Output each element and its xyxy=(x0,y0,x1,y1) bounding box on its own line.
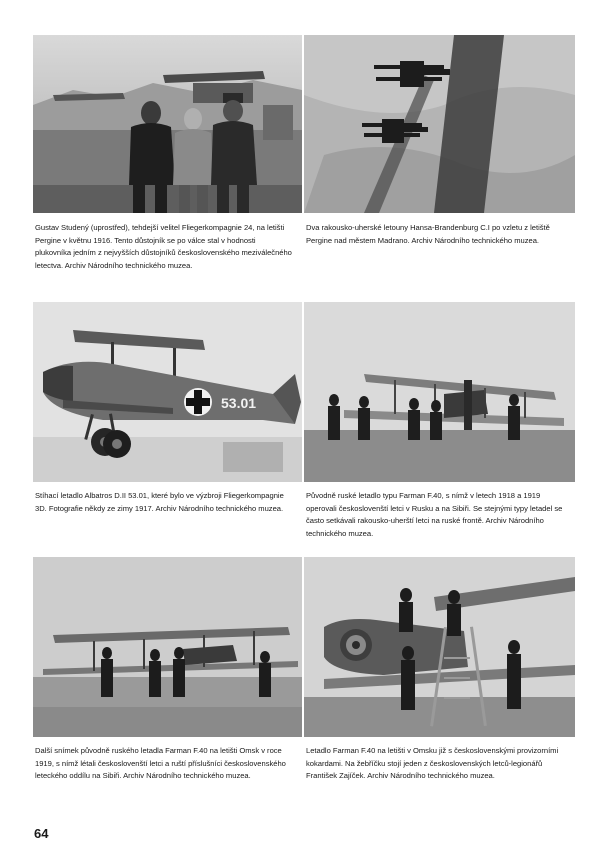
photo-farman-f40-omsk xyxy=(33,557,302,737)
page-number: 64 xyxy=(34,826,49,841)
caption-photo-2: Dva rakousko-uherské letouny Hansa-Brandenburg C.I po vzletu z letiště Pergine nad městem Madrano. Archiv Národního technického muzea. xyxy=(306,223,550,245)
photo-farman-f40-cockades xyxy=(304,557,575,737)
caption-photo-3: Stíhací letadlo Albatros D.II 53.01, které bylo ve výzbroji Fliegerkompagnie 3D. Fotografie někdy ze zimy 1917. Archiv Národního technického muzea. xyxy=(35,491,284,513)
caption-photo-6: Letadlo Farman F.40 na letišti v Omsku již s československými provizorními kokardami. Na žebříčku stojí jeden z československých letců-legionářů František Zajíček. Archiv Národního technického muzea. xyxy=(306,746,559,781)
photo-farman-f40-field xyxy=(304,302,575,482)
aircraft-marking: 53.01 xyxy=(221,395,257,411)
photo-aircraft-over-madrano xyxy=(304,35,575,213)
photo-pilots-pergine xyxy=(33,35,302,213)
caption-photo-1: Gustav Studený (uprostřed), tehdejší velitel Fliegerkompagnie 24, na letišti Pergine v květnu 1916. Tento důstojník se po válce stal v hodnosti plukovníka jedním z nejvyšších důstojníků československého meziválečného letectva. Archiv Národního technického muzea. xyxy=(35,223,292,270)
caption-photo-5: Další snímek původně ruského letadla Farman F.40 na letišti Omsk v roce 1919, s nímž létali českoslovenští letci a ruští příslušníci československého leteckého oddílu na Sibiři. Archiv Národního technického muzea. xyxy=(35,746,286,781)
photo-albatros-d2 xyxy=(33,302,302,482)
caption-photo-4: Původně ruské letadlo typu Farman F.40, s nímž v letech 1918 a 1919 operovali českoslovenští letci v Rusku a na Sibiři. Se stejnými typy letadel se často setkávali rakousko-uherští letci na ruské frontě. Archiv Národního technického muzea. xyxy=(306,491,563,538)
